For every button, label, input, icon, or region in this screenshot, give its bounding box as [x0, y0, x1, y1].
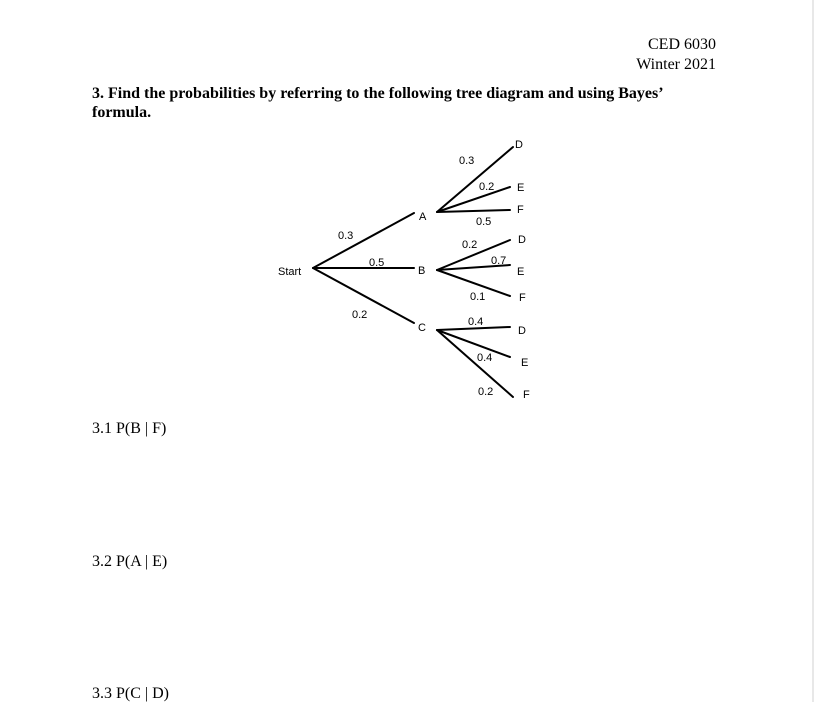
subquestion-3-2: 3.2 P(A | E) [92, 553, 168, 570]
prob-b-e: 0.7 [491, 255, 507, 267]
prob-a-d: 0.3 [459, 155, 475, 167]
prob-b-f: 0.1 [470, 291, 486, 303]
subquestion-3-3: 3.3 P(C | D) [92, 685, 169, 702]
prob-a-f: 0.5 [476, 216, 492, 228]
question-text: 3. Find the probabilities by referring to the following tree diagram and using Bayes’ formula. [92, 85, 663, 121]
branch-a-e [437, 187, 510, 212]
node-c-e: E [521, 357, 529, 369]
course-term: Winter 2021 [636, 56, 716, 73]
node-b-f: F [519, 292, 526, 304]
node-a-d: D [515, 139, 523, 151]
node-c: C [418, 322, 426, 334]
subquestion-3-1: 3.1 P(B | F) [92, 420, 167, 437]
prob-a-e: 0.2 [479, 181, 495, 193]
prob-start-b: 0.5 [369, 257, 385, 269]
node-start: Start [278, 266, 302, 278]
node-a-f: F [517, 204, 524, 216]
node-b: B [418, 265, 426, 277]
node-a: A [419, 211, 427, 223]
course-code: CED 6030 [648, 36, 716, 53]
branch-a-f [437, 210, 510, 212]
prob-c-d: 0.4 [468, 316, 484, 328]
node-c-f: F [523, 389, 530, 401]
prob-start-c: 0.2 [352, 309, 368, 321]
node-a-e: E [517, 182, 525, 194]
prob-c-f: 0.2 [478, 386, 494, 398]
node-b-d: D [518, 234, 526, 246]
branch-start-a [313, 213, 414, 268]
branch-c-e [437, 330, 510, 357]
prob-b-d: 0.2 [462, 239, 478, 251]
branch-c-f [437, 330, 513, 397]
node-c-d: D [518, 325, 526, 337]
prob-start-a: 0.3 [338, 230, 354, 242]
node-b-e: E [517, 266, 525, 278]
branch-a-d [437, 147, 513, 212]
prob-c-e: 0.4 [477, 352, 493, 364]
